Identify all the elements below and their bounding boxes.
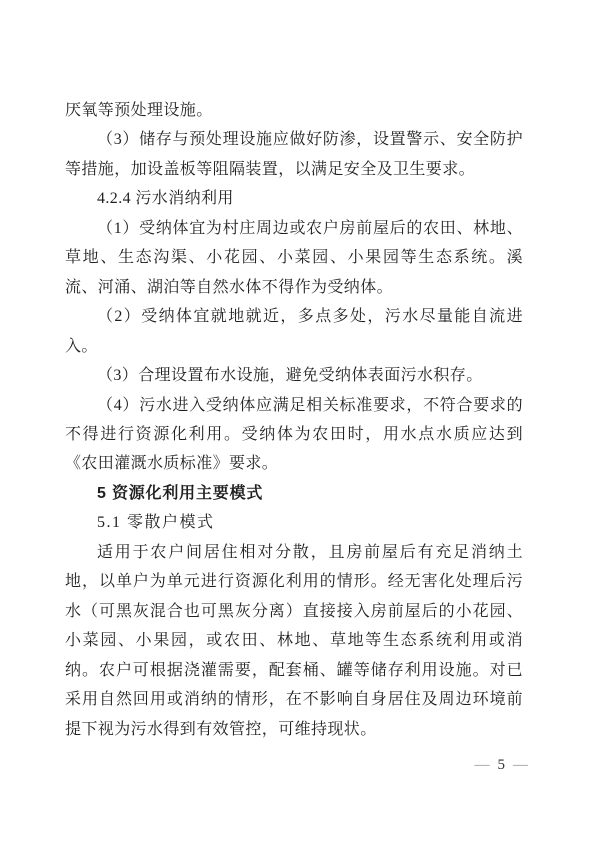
paragraph-continuation: 厌氧等预处理设施。 [65, 102, 213, 119]
heading-5-1-scattered-household-mode: 5.1 零散户模式 [97, 514, 215, 532]
paragraph-item-2-nearby: （2）受纳体宜就地就近，多点多处，污水尽量能自流进入。 [65, 308, 523, 355]
paragraph-item-3-distribution: （3）合理设置布水设施，避免受纳体表面污水积存。 [97, 367, 483, 385]
heading-4-2-4-sewage-absorption: 4.2.4 污水消纳利用 [97, 190, 234, 208]
document-body [65, 96, 523, 744]
paragraph-item-3-storage: （3）储存与预处理设施应做好防渗，设置警示、安全防护等措施，加设盖板等阻隔装置，以满足安全及卫生要求。 [65, 131, 523, 178]
page-footer [474, 756, 530, 774]
paragraph-item-4-standards: （4）污水进入受纳体应满足相关标准要求，不符合要求的不得进行资源化利用。受纳体为农田时，用水点水质应达到《农田灌溉水质标准》要求。 [65, 396, 523, 473]
footer-dash-right: — [513, 757, 528, 773]
page-number: 5 [497, 757, 505, 773]
paragraph-item-1-receptor: （1）受纳体宜为村庄周边或农户房前屋后的农田、林地、草地、生态沟渠、小花园、小菜园、小果园等生态系统。溪流、河涌、湖泊等自然水体不得作为受纳体。 [65, 219, 523, 296]
footer-dash-left: — [474, 757, 490, 773]
heading-5-resource-utilization-modes: 5 资源化利用主要模式 [97, 484, 264, 502]
paragraph-scattered-household-description: 适用于农户间居住相对分散，且房前屋后有充足消纳土地，以单户为单元进行资源化利用的情形。经无害化处理后污水（可黑灰混合也可黑灰分离）直接接入房前屋后的小花园、小菜园、小果园，或农田、林地、草地等生态系统利用或消纳。农户可根据浇灌需要，配套桶、罐等储存利用设施。对已采用自然回用或消纳的情形，在不影响自身居住及周边环境前提下视为污水得到有效管控，可维持现状。 [65, 543, 523, 738]
